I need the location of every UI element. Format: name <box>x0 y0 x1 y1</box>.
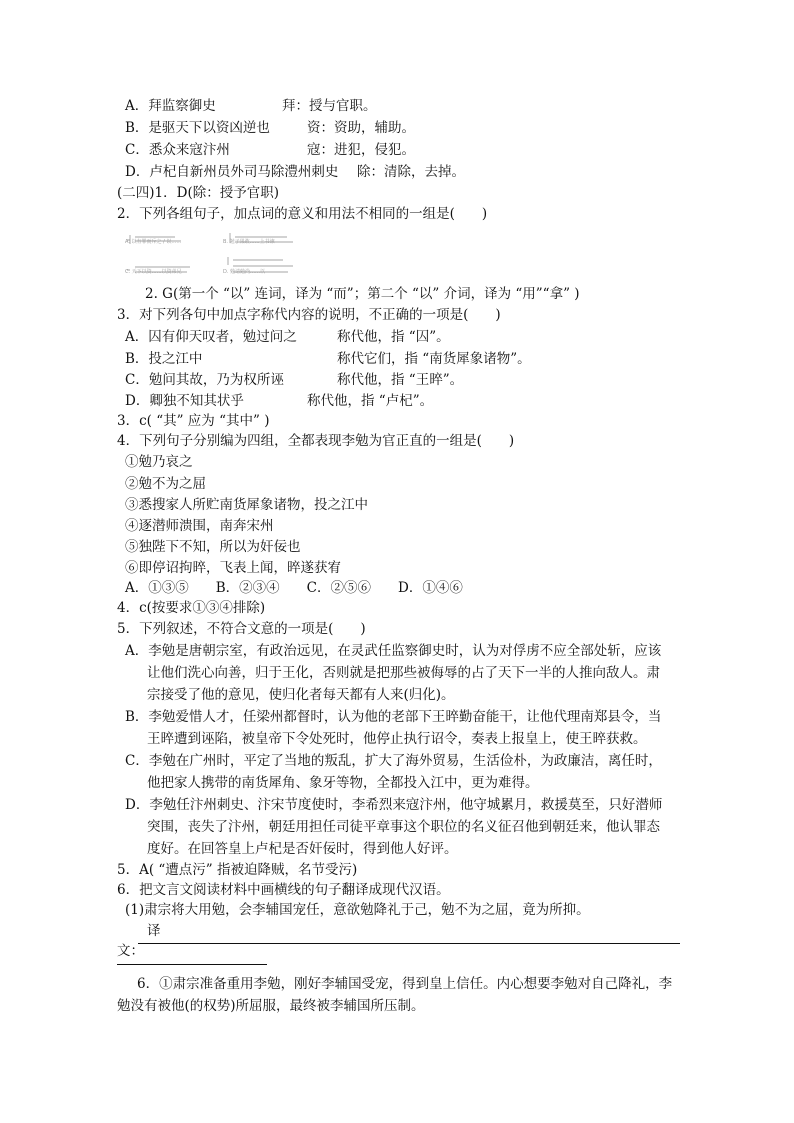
answer-blank-line[interactable] <box>138 943 680 944</box>
question-6: 6．把文言文阅读材料中画横线的句子翻译成现代汉语。 <box>117 882 450 898</box>
question-4: 4．下列句子分别编为四组，全都表现李勉为官正直的一组是( ) <box>117 433 515 449</box>
q3-option-c: C．勉问其故，乃为权所诬 <box>125 372 284 388</box>
q2-scan-label-d: D. 勉请勉尚……以 <box>223 269 266 275</box>
q3-option-b-note: 称代它们，指 “南货犀象诸物”。 <box>337 351 531 367</box>
answer-5: 5．A( “遭点污” 指被迫降贼，名节受污) <box>117 862 358 878</box>
q4-item-6: ⑥即停诏拘晬，飞表上闻，晬遂获宥 <box>125 560 341 576</box>
q4-item-1: ①勉乃哀之 <box>125 454 193 470</box>
answer-2: 2. G(第一个 “以” 连词，译为 “而”；第二个 “以” 介词，译为 “用”“拿” ) <box>145 286 580 302</box>
question-5: 5．下列叙述，不符合文意的一项是( ) <box>117 621 366 637</box>
q5-option-a-line3: 宗接受了他的意见，使归化者每天都有人来(归化)。 <box>147 687 455 703</box>
q5-option-a-line1: A．李勉是唐朝宗室，有政治远见，在灵武任监察御史时，认为对俘虏不应全部处斩，应该 <box>125 643 662 659</box>
q5-option-b-line2: 王晬遭到诬陷，被皇帝下令处死时，他停止执行诏令，奏表上报皇上，使王晬获救。 <box>147 731 647 747</box>
q3-option-c-note: 称代他，指 “王晬”。 <box>337 372 464 388</box>
q3-option-b: B．投之江中 <box>125 351 203 367</box>
q5-option-b-line1: B．李勉爱惜人才，任梁州都督时，认为他的老部下王晬勤奋能干，让他代理南郑县令，当 <box>125 709 662 725</box>
q1-option-d-note: 除：清除，去掉。 <box>357 164 465 180</box>
answer-1: (二四)1．D(除：授予官职) <box>117 185 279 201</box>
q2-options-image <box>125 229 310 281</box>
q6-sentence-1: (1)肃宗将大用勉，会李辅国宠任，意欲勉降礼于己，勉不为之屈，竟为所抑。 <box>125 902 590 918</box>
footnote-rule <box>117 964 267 965</box>
q3-option-d-note: 称代他，指 “卢杞”。 <box>307 393 434 409</box>
q5-option-c-line2: 他把家人携带的南货犀角、象牙等物，全都投入江中，更为难得。 <box>147 775 539 791</box>
q5-option-a-line2: 让他们洗心向善，归于王化，否则就是把那些被侮辱的占了天下一半的人推向敌人。肃 <box>147 665 660 681</box>
q1-option-a: A．拜监察御史 <box>125 98 216 114</box>
q3-option-a: A．囚有仰天叹者，勉过问之 <box>125 329 297 345</box>
footnote-answer-line2: 勉没有被他(的权势)所屈服，最终被李辅国所压制。 <box>117 998 425 1014</box>
q1-option-b-note: 资：资助，辅助。 <box>307 120 415 136</box>
q2-scan-label-a: A. 以有罪而斥之 / 以…… <box>125 239 182 245</box>
q5-option-d-line2: 突围，丧失了汴州，朝廷用担任司徒平章事这个职位的名义征召他到朝廷来，他认罪态 <box>147 819 660 835</box>
question-2: 2．下列各组句子，加点词的意义和用法不相同的一组是( ) <box>117 206 488 222</box>
q2-options-scan <box>125 229 310 281</box>
q1-option-c: C．悉众来寇汴州 <box>125 142 230 158</box>
q1-option-b: B．是驱天下以资凶逆也 <box>125 120 270 136</box>
q1-option-c-note: 寇：进犯，侵犯。 <box>307 142 415 158</box>
question-3: 3．对下列各句中加点字称代内容的说明，不正确的一项是( ) <box>117 307 501 323</box>
answer-3: 3．c( “其” 应为 “其中” ) <box>117 413 270 429</box>
q4-item-4: ④逐潜师溃围，南奔宋州 <box>125 518 274 534</box>
q2-scan-label-c: C. 天下以资……以资弟兄 <box>125 269 182 275</box>
q4-options: A．①③⑤ B．②③④ C．②⑤⑥ D．①④⑥ <box>125 580 463 596</box>
footnote-answer-line1: 6．①肃宗准备重用李勉，刚好李辅国受宠，得到皇上信任。内心想要李勉对自己降礼，李 <box>137 976 673 992</box>
q4-item-5: ⑤独陛下不知，所以为奸佞也 <box>125 539 301 555</box>
answer-4: 4．c(按要求①③④排除) <box>117 600 266 616</box>
q1-option-a-note: 拜：授与官职。 <box>282 98 377 114</box>
q2-scan-label-b: B. 勉子果敢……上书谏 <box>223 239 275 245</box>
q4-item-3: ③悉搜家人所贮南货犀象诸物，投之江中 <box>125 497 368 513</box>
q4-item-2: ②勉不为之屈 <box>125 476 206 492</box>
q5-option-d-line3: 度好。在回答皇上卢杞是否奸佞时，得到他人好评。 <box>147 841 458 857</box>
q6-translate-label-2: 文： <box>117 943 144 959</box>
q3-option-a-note: 称代他，指 “囚”。 <box>337 329 450 345</box>
q1-option-d: D．卢杞自新州员外司马除澧州刺史 <box>125 164 339 180</box>
q5-option-d-line1: D．李勉任汴州刺史、汴宋节度使时，李希烈来寇汴州，他守城累月，救援莫至，只好潜师 <box>125 797 663 813</box>
q6-translate-label-1: 译 <box>147 923 161 939</box>
q5-option-c-line1: C．李勉在广州时，平定了当地的叛乱，扩大了海外贸易，生活俭朴，为政廉洁，离任时， <box>125 753 662 769</box>
q3-option-d: D．卿独不知其状乎 <box>125 393 244 409</box>
